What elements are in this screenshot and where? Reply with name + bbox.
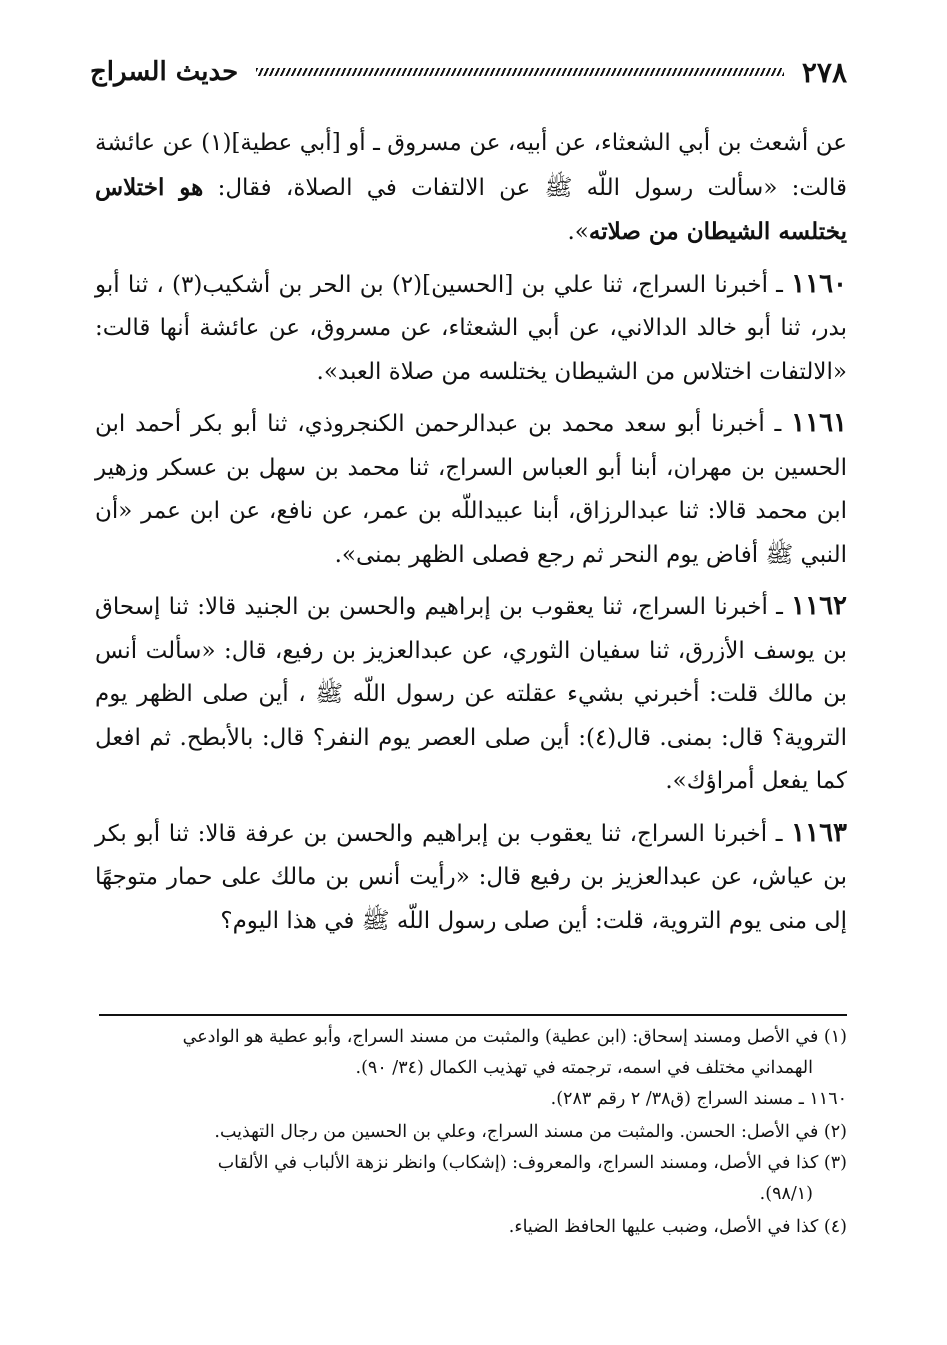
footnote-continuation: الهمداني مختلف في اسمه، ترجمته في تهذيب الكمال (٣٤/ ٩٠). (355, 1058, 813, 1078)
footnote-divider (99, 1014, 847, 1016)
page-number: ٢٧٨ (801, 55, 847, 89)
footnote-text: (١) في الأصل ومسند إسحاق: (ابن عطية) والمثبت من مسند السراج، وأبو عطية هو الوادعي (182, 1027, 847, 1047)
paragraph-continuation (95, 122, 847, 255)
main-text (95, 122, 847, 943)
footnotes (95, 1022, 847, 1243)
footnote-continuation: (٩٨/١). (759, 1184, 813, 1204)
hadith-number: ١١٦٢ (791, 591, 847, 621)
header-rule (256, 68, 784, 76)
footnote-2: (٢) في الأصل: الحسن. والمثبت من مسند السراج، وعلي بن الحسين من رجال التهذيب. (214, 1122, 847, 1142)
hadith-text: ـ أخبرنا السراج، ثنا علي بن [الحسين](٢) بن الحر بن أشكيب(٣) ، ثنا أبو بدر، ثنا أبو خالد الدالاني، عن أبي الشعثاء، عن مسروق، عن عائشة أنها قالت: «الالتفات اختلاس من الشيطان يختلسه من صلاة العبد». (95, 271, 847, 385)
page-header (90, 52, 847, 92)
running-title: حديث السراج (90, 57, 239, 87)
hadith-number: ١١٦٣ (791, 817, 847, 848)
footnote-text: (٣) كذا في الأصل، ومسند السراج، والمعروف: (إشكاب) وانظر نزهة الألباب في الألقاب (217, 1153, 847, 1173)
hadith-1162 (95, 585, 847, 804)
hadith-number: ١١٦١ (791, 408, 847, 438)
footnote-ref-1160: ١١٦٠ ـ مسند السراج (ق٣٨/ ٢ رقم ٢٨٣). (550, 1089, 847, 1109)
hadith-1160 (95, 263, 847, 395)
hadith-number: ١١٦٠ (791, 268, 847, 299)
hadith-1163 (95, 812, 847, 944)
hadith-text: ـ أخبرنا أبو سعد محمد بن عبدالرحمن الكنجروذي، ثنا أبو بكر أحمد ابن الحسين بن مهران، أبنا أبو العباس السراج، ثنا محمد بن سهل بن عسكر وزهير ابن محمد قالا: ثنا عبدالرزاق، أبنا عبيداللّه بن عمر، عن نافع، عن ابن عمر «أن النبي ﷺ أفاض يوم النحر ثم رجع فصلى الظهر بمنى». (95, 411, 847, 568)
hadith-text: ـ أخبرنا السراج، ثنا يعقوب بن إبراهيم والحسن بن عرفة قالا: ثنا أبو بكر بن عياش، عن عبدالعزيز بن رفيع قال: «رأيت أنس بن مالك على حمار متوجهًا إلى منى يوم التروية، قلت: أين صلى رسول اللّه ﷺ في هذا اليوم؟ (95, 820, 847, 934)
hadith-1161 (95, 402, 847, 577)
emphasized-quote: هو اختلاس يختلسه الشيطان من صلاته (95, 173, 847, 245)
footnote-1 (95, 1022, 847, 1084)
paragraph-text: عن أشعث بن أبي الشعثاء، عن أبيه، عن مسروق ـ أو [أبي عطية](١) عن عائشة قالت: «سألت رسول اللّه ﷺ عن الالتفات في الصلاة، فقال: (95, 130, 847, 201)
paragraph-end: ». (567, 219, 589, 245)
hadith-text: ـ أخبرنا السراج، ثنا يعقوب بن إبراهيم والحسن بن الجنيد قالا: ثنا إسحاق بن يوسف الأزرق، ثنا سفيان الثوري، عن عبدالعزيز بن رفيع، قال: «سألت أنس بن مالك قلت: أخبرني بشيء عقلته عن رسول اللّه ﷺ ، أين صلى الظهر يوم التروية؟ قال: بمنى. قال(٤): أين صلى العصر يوم النفر؟ قال: بالأبطح. ثم افعل كما يفعل أمراؤك». (95, 594, 847, 794)
footnote-4: (٤) كذا في الأصل، وضبب عليها الحافظ الضياء. (508, 1217, 847, 1237)
footnote-3 (95, 1148, 847, 1210)
